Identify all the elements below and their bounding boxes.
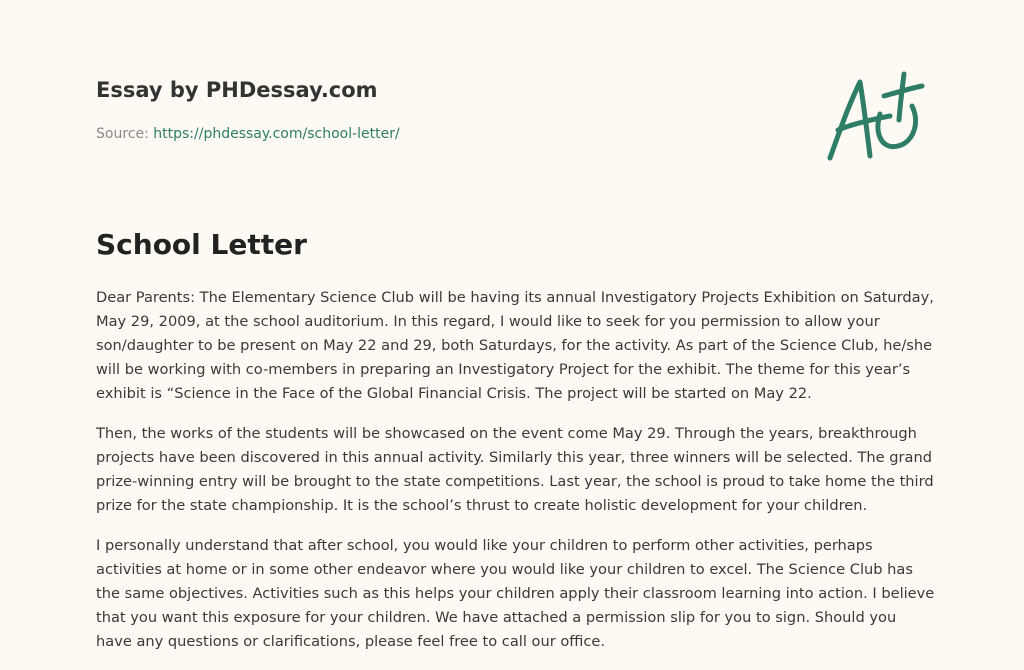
site-brand: Essay by PHDessay.com bbox=[96, 78, 378, 102]
source-link[interactable]: https://phdessay.com/school-letter/ bbox=[153, 126, 400, 142]
a-plus-grade-icon bbox=[820, 66, 930, 166]
article-body bbox=[96, 286, 936, 670]
paragraph-3: I personally understand that after school, you would like your children to perform other activities, perhaps activities at home or in some other endeavor where you would like your children to excel. The Science Club has the same objectives. Activities such as this helps your children apply their classroom learning into action. I believe that you want this exposure for your children. We have attached a permission slip for you to sign. Should you have any questions or clarifications, please feel free to call our office. bbox=[96, 537, 935, 650]
article-title: School Letter bbox=[96, 228, 307, 261]
paragraph-1: Dear Parents: The Elementary Science Club will be having its annual Investigatory Projects Exhibition on Saturday, May 29, 2009, at the school auditorium. In this regard, I would like to seek for you permission to allow your son/daughter to be present on May 22 and 29, both Saturdays, for the activity. As part of the Science Club, he/she will be working with co-members in preparing an Investigatory Project for the exhibit. The theme for this year’s exhibit is “Science in the Face of the Global Financial Crisis. The project will be started on May 22. bbox=[96, 289, 934, 402]
page-header bbox=[96, 76, 796, 144]
source-line bbox=[96, 124, 796, 144]
source-label: Source: bbox=[96, 126, 149, 142]
paragraph-2: Then, the works of the students will be showcased on the event come May 29. Through the years, breakthrough projects have been discovered in this annual activity. Similarly this year, three winners will be selected. The grand prize-winning entry will be brought to the state competitions. Last year, the school is proud to take home the third prize for the state championship. It is the school’s thrust to create holistic development for your children. bbox=[96, 425, 934, 514]
